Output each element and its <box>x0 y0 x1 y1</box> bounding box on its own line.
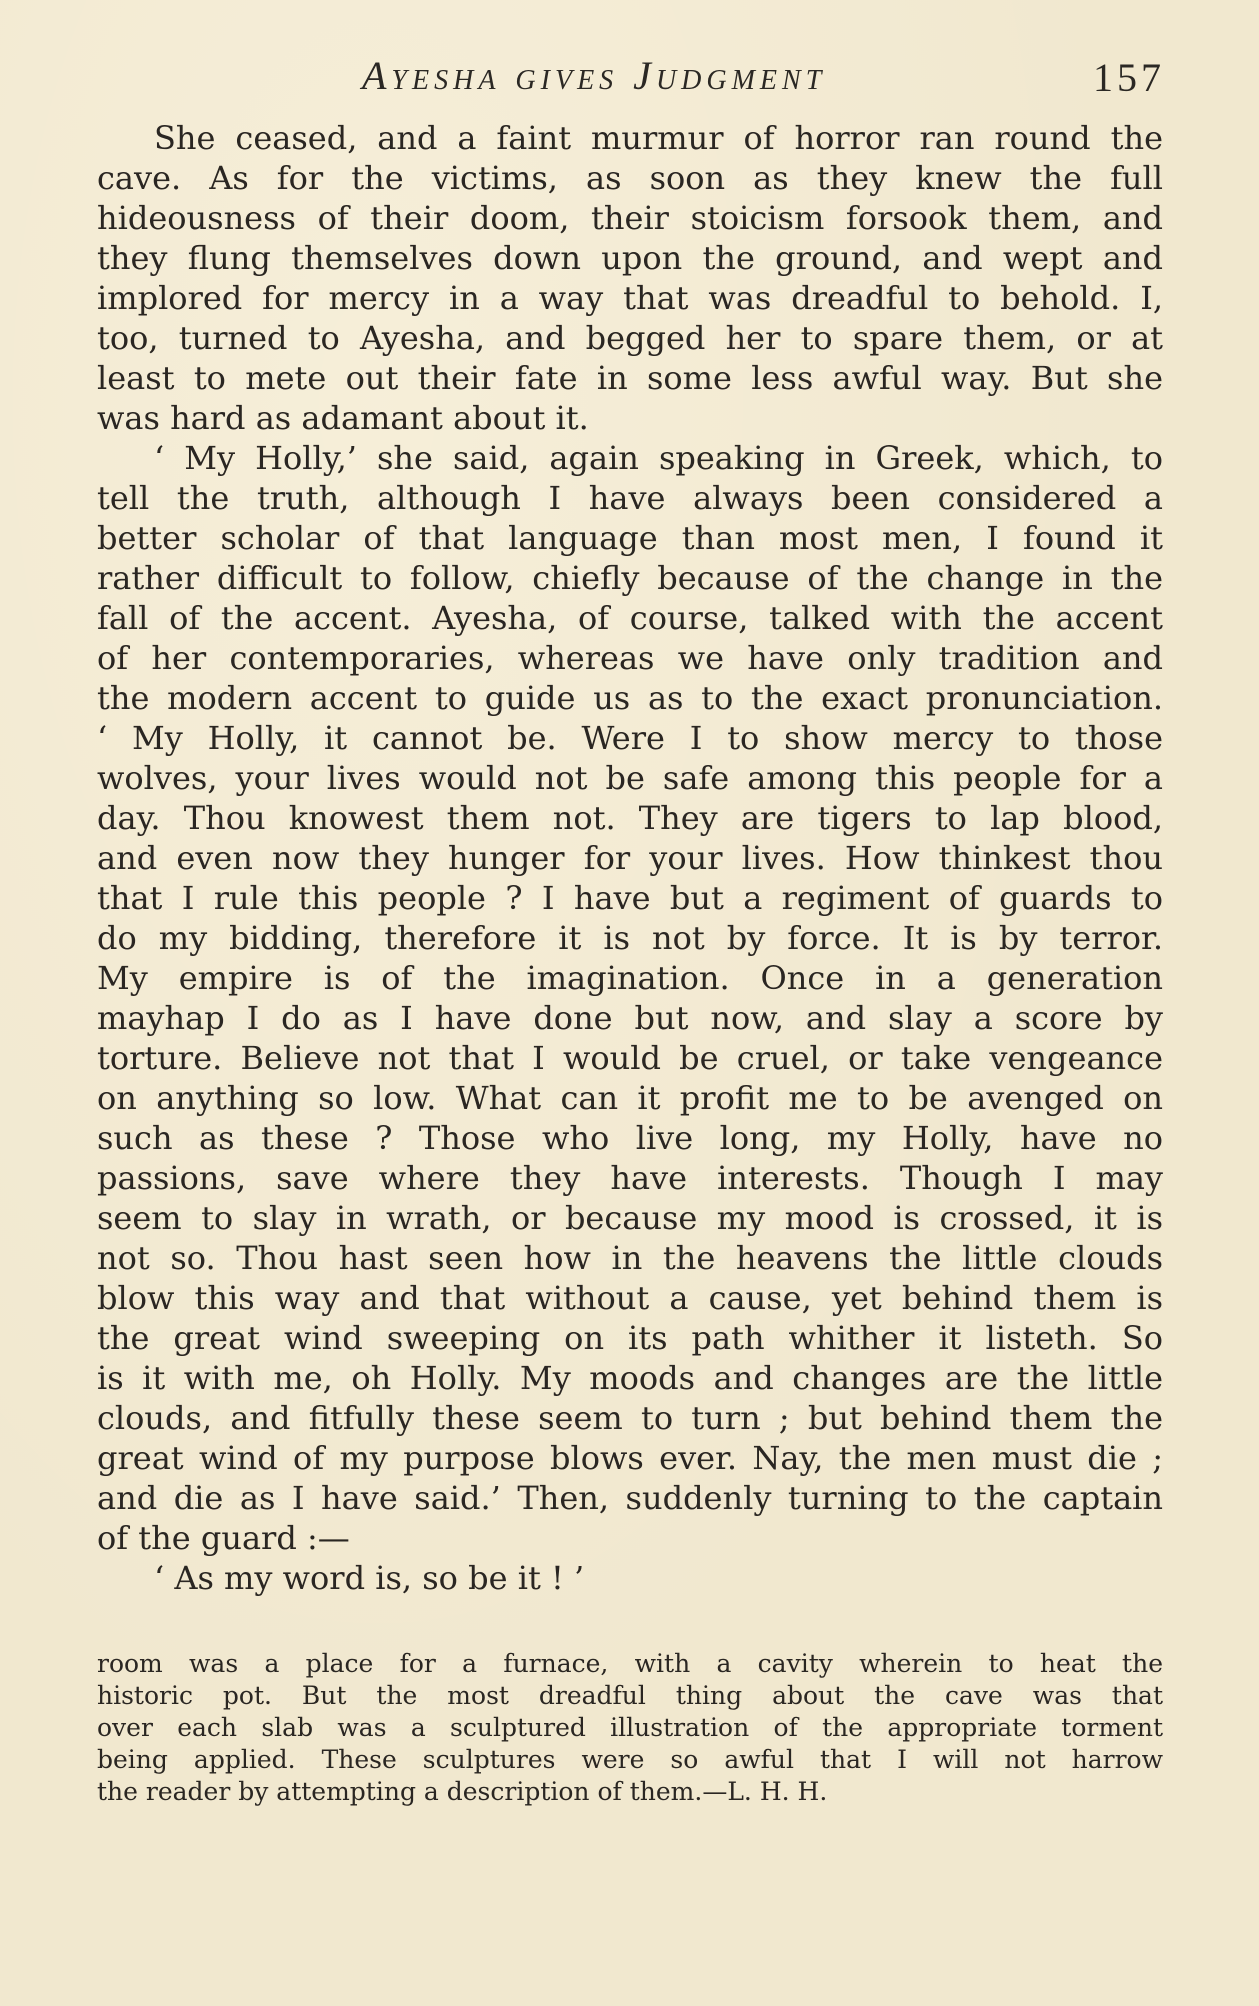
text-line: ‘ My Holly,’ she said, again speaking in Greek, which, to <box>154 439 1163 477</box>
text-line: they flung themselves down upon the ground, and wept and <box>97 239 1163 277</box>
text-line: hideousness of their doom, their stoicism forsook them, and <box>97 199 1163 237</box>
text-line: not so. Thou hast seen how in the heavens the little clouds <box>97 1239 1163 1277</box>
text-line: cave. As for the victims, as soon as they knew the full <box>97 159 1163 197</box>
text-line: seem to slay in wrath, or because my mood is crossed, it is <box>97 1199 1163 1237</box>
text-line: do my bidding, therefore it is not by force. It is by terror. <box>97 919 1163 957</box>
text-line: and die as I have said.’ Then, suddenly turning to the captain <box>97 1479 1163 1517</box>
text-line: the great wind sweeping on its path whither it listeth. So <box>97 1319 1163 1357</box>
text-line: such as these ? Those who live long, my Holly, have no <box>97 1119 1163 1157</box>
text-line: was hard as adamant about it. <box>97 399 589 437</box>
text-line: and even now they hunger for your lives. How thinkest thou <box>97 839 1163 877</box>
text-line: fall of the accent. Ayesha, of course, talked with the accent <box>97 599 1163 637</box>
footnote-line: room was a place for a furnace, with a cavity wherein to heat the <box>97 1649 1163 1678</box>
running-title: Ayesha gives Judgment <box>362 53 827 98</box>
footnote-line: the reader by attempting a description of them.—L. H. H. <box>97 1777 828 1806</box>
text-line: the modern accent to guide us as to the exact pronunciation. <box>97 679 1163 717</box>
text-line: ‘ As my word is, so be it ! ’ <box>154 1559 585 1597</box>
text-line: passions, save where they have interests. Though I may <box>97 1159 1163 1197</box>
text-line: that I rule this people ? I have but a regiment of guards to <box>97 879 1163 917</box>
text-line: wolves, your lives would not be safe among this people for a <box>97 759 1163 797</box>
text-line: mayhap I do as I have done but now, and slay a score by <box>97 999 1163 1037</box>
text-line: She ceased, and a faint murmur of horror ran round the <box>154 119 1163 157</box>
text-line: rather difficult to follow, chiefly because of the change in the <box>97 559 1163 597</box>
footnote <box>97 1648 1163 1808</box>
text-line: ‘ My Holly, it cannot be. Were I to show mercy to those <box>97 719 1163 757</box>
text-line: day. Thou knowest them not. They are tigers to lap blood, <box>97 799 1163 837</box>
text-line: blow this way and that without a cause, yet behind them is <box>97 1279 1163 1317</box>
text-line: clouds, and fitfully these seem to turn ; but behind them the <box>97 1399 1163 1437</box>
footnote-line: being applied. These sculptures were so awful that I will not harrow <box>97 1745 1163 1774</box>
text-line: too, turned to Ayesha, and begged her to spare them, or at <box>97 319 1163 357</box>
text-line: least to mete out their fate in some less awful way. But she <box>97 359 1163 397</box>
footnote-line: over each slab was a sculptured illustration of the appropriate torment <box>97 1713 1163 1742</box>
text-line: great wind of my purpose blows ever. Nay, the men must die ; <box>97 1439 1163 1477</box>
text-line: on anything so low. What can it profit me to be avenged on <box>97 1079 1163 1117</box>
running-header <box>0 52 1259 112</box>
text-line: better scholar of that language than most men, I found it <box>97 519 1163 557</box>
text-line: torture. Believe not that I would be cruel, or take vengeance <box>97 1039 1163 1077</box>
text-line: implored for mercy in a way that was dreadful to behold. I, <box>97 279 1163 317</box>
main-text <box>97 118 1163 1598</box>
page-number: 157 <box>1093 55 1165 100</box>
text-line: of the guard :— <box>97 1519 350 1557</box>
text-line: tell the truth, although I have always been considered a <box>97 479 1163 517</box>
footnote-line: historic pot. But the most dreadful thing about the cave was that <box>97 1681 1163 1710</box>
text-line: My empire is of the imagination. Once in a generation <box>97 959 1163 997</box>
text-line: of her contemporaries, whereas we have only tradition and <box>97 639 1163 677</box>
text-line: is it with me, oh Holly. My moods and changes are the little <box>97 1359 1163 1397</box>
